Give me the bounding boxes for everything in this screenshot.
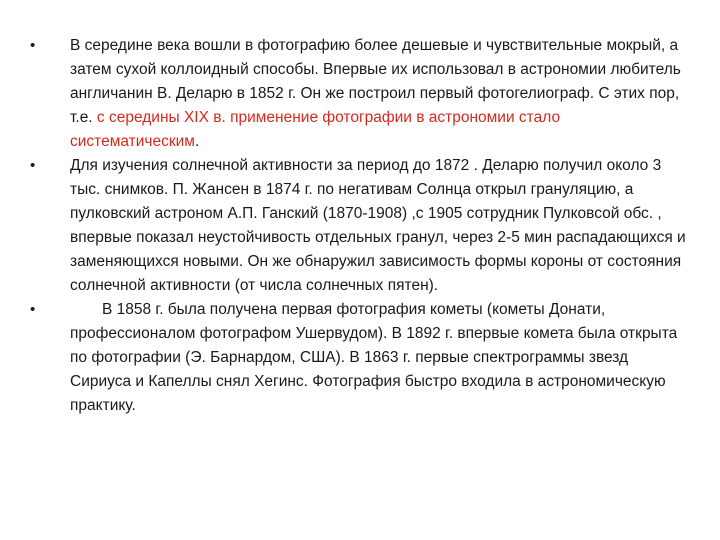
bullet-text-3-content: В 1858 г. была получена первая фотография кометы (кометы Донати, профессионалом фотографом Ушервудом). В 1892 г. впервые комета была открыта по фотографии (Э. Барнардом, США). В 1863 г. первые спектрограммы звезд Сириуса и Капеллы снял Хегинс. Фотография быстро входила в астрономическую практику.	[70, 301, 678, 414]
bullet-item-3	[30, 298, 690, 418]
bullet-icon: •	[30, 157, 36, 174]
bullet-item-1	[30, 34, 690, 154]
bullet-icon: •	[30, 37, 36, 54]
bullet-text-3	[70, 298, 690, 418]
bullet-text-2: Для изучения солнечной активности за период до 1872 . Деларю получил около 3 тыс. снимков. П. Жансен в 1874 г. по негативам Солнца открыл грануляцию, а пулковский астроном А.П. Ганский (1870-1908) ,с 1905 сотрудник Пулковсой обс. , впервые показал неустойчивость отдельных гранул, через 2-5 мин распадающихся и заменяющихся новыми. Он же обнаружил зависимость формы короны от состояния солнечной активности (от числа солнечных пятен).	[70, 157, 686, 294]
bullet-text-1-start: В середине века вошли в фотографию более дешевые и чувствительные мокрый, а затем сухой коллоидный способы. Впервые их использовал в астрономии любитель англичанин В. Деларю в 1852 г. Он же построил первый фотогелиограф. С этих пор, т.е.	[70, 37, 681, 126]
highlighted-text: с середины XIX в. применение фотографии в астрономии стало систематическим	[70, 109, 561, 150]
bullet-list	[30, 34, 690, 418]
bullet-text-1	[70, 34, 690, 154]
bullet-text-1-end: .	[194, 133, 200, 150]
bullet-item-2	[30, 154, 690, 298]
bullet-icon: •	[30, 301, 36, 318]
